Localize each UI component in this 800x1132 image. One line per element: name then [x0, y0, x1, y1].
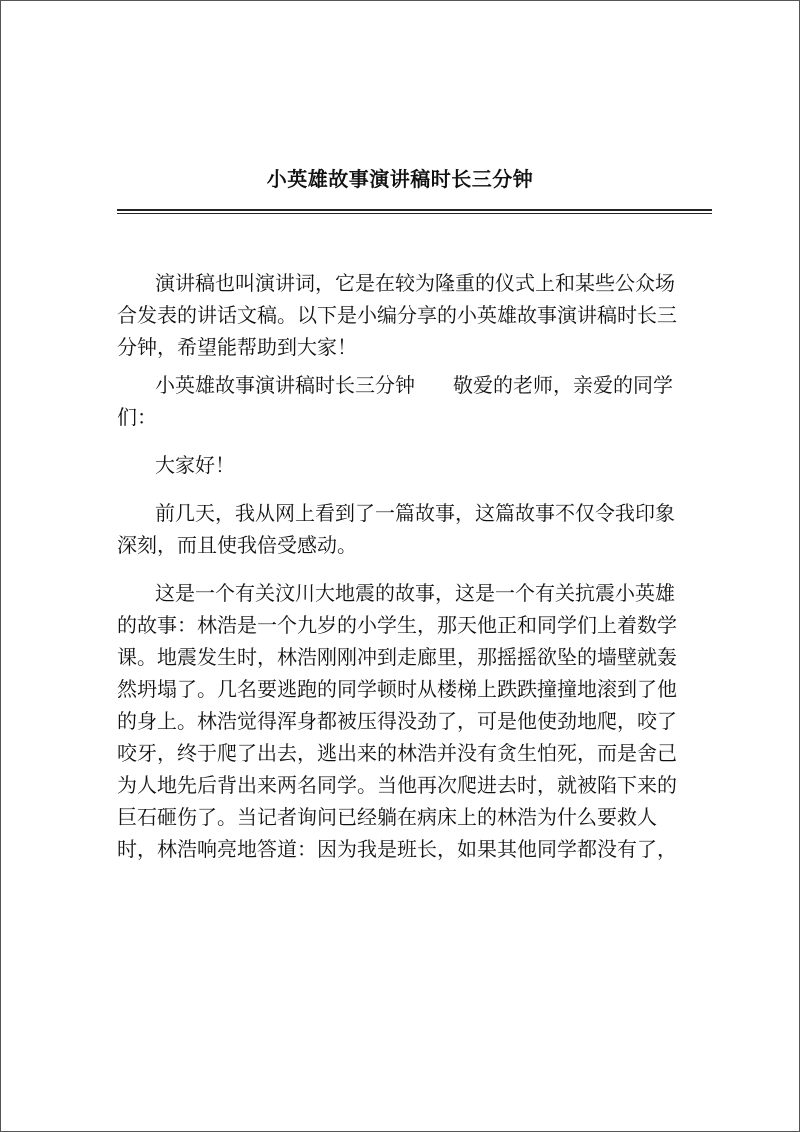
- paragraph-5-line-2: 的故事：林浩是一个九岁的小学生，那天他正和同学们上着数学: [117, 613, 677, 637]
- paragraph-3-line-1: 大家好！: [155, 453, 235, 477]
- paragraph-4-line-2: 深刻，而且使我倍受感动。: [117, 533, 357, 557]
- paragraph-1-line-3: 分钟，希望能帮助到大家！: [117, 335, 357, 359]
- document-body: [117, 267, 712, 865]
- document-title: 小英雄故事演讲稿时长三分钟: [266, 167, 534, 191]
- paragraph-2-greeting: 敬爱的老师，亲爱的同学: [453, 373, 673, 397]
- paragraph-5-line-3: 课。地震发生时，林浩刚刚冲到走廊里，那摇摇欲坠的墙壁就轰: [117, 645, 677, 669]
- paragraph-5-line-9: 时，林浩响亮地答道：因为我是班长，如果其他同学都没有了，: [117, 837, 677, 861]
- title-rule-thin: [117, 213, 712, 214]
- paragraph-1-line-1: 演讲稿也叫演讲词，它是在较为隆重的仪式上和某些公众场: [155, 271, 675, 295]
- paragraph-2-line-2: 们：: [117, 405, 157, 429]
- paragraph-5-line-6: 咬牙，终于爬了出去，逃出来的林浩并没有贪生怕死，而是舍己: [117, 741, 677, 765]
- paragraph-5-line-5: 的身上。林浩觉得浑身都被压得没劲了，可是他使劲地爬，咬了: [117, 709, 677, 733]
- paragraph-5-line-1: 这是一个有关汶川大地震的故事，这是一个有关抗震小英雄: [155, 581, 675, 605]
- paragraph-5-line-8: 巨石砸伤了。当记者询问已经躺在病床上的林浩为什么要救人: [117, 805, 657, 829]
- paragraph-2-heading: 小英雄故事演讲稿时长三分钟: [155, 373, 415, 397]
- paragraph-4-line-1: 前几天，我从网上看到了一篇故事，这篇故事不仅令我印象: [155, 501, 675, 525]
- paragraph-5-line-7: 为人地先后背出来两名同学。当他再次爬进去时，就被陷下来的: [117, 773, 677, 797]
- paragraph-1-line-2: 合发表的讲话文稿。以下是小编分享的小英雄故事演讲稿时长三: [117, 303, 677, 327]
- paragraph-2-line-1: [117, 369, 712, 401]
- paragraph-5-line-4: 然坍塌了。几名要逃跑的同学顿时从楼梯上跌跌撞撞地滚到了他: [117, 677, 677, 701]
- title-rule-thick: [117, 209, 712, 211]
